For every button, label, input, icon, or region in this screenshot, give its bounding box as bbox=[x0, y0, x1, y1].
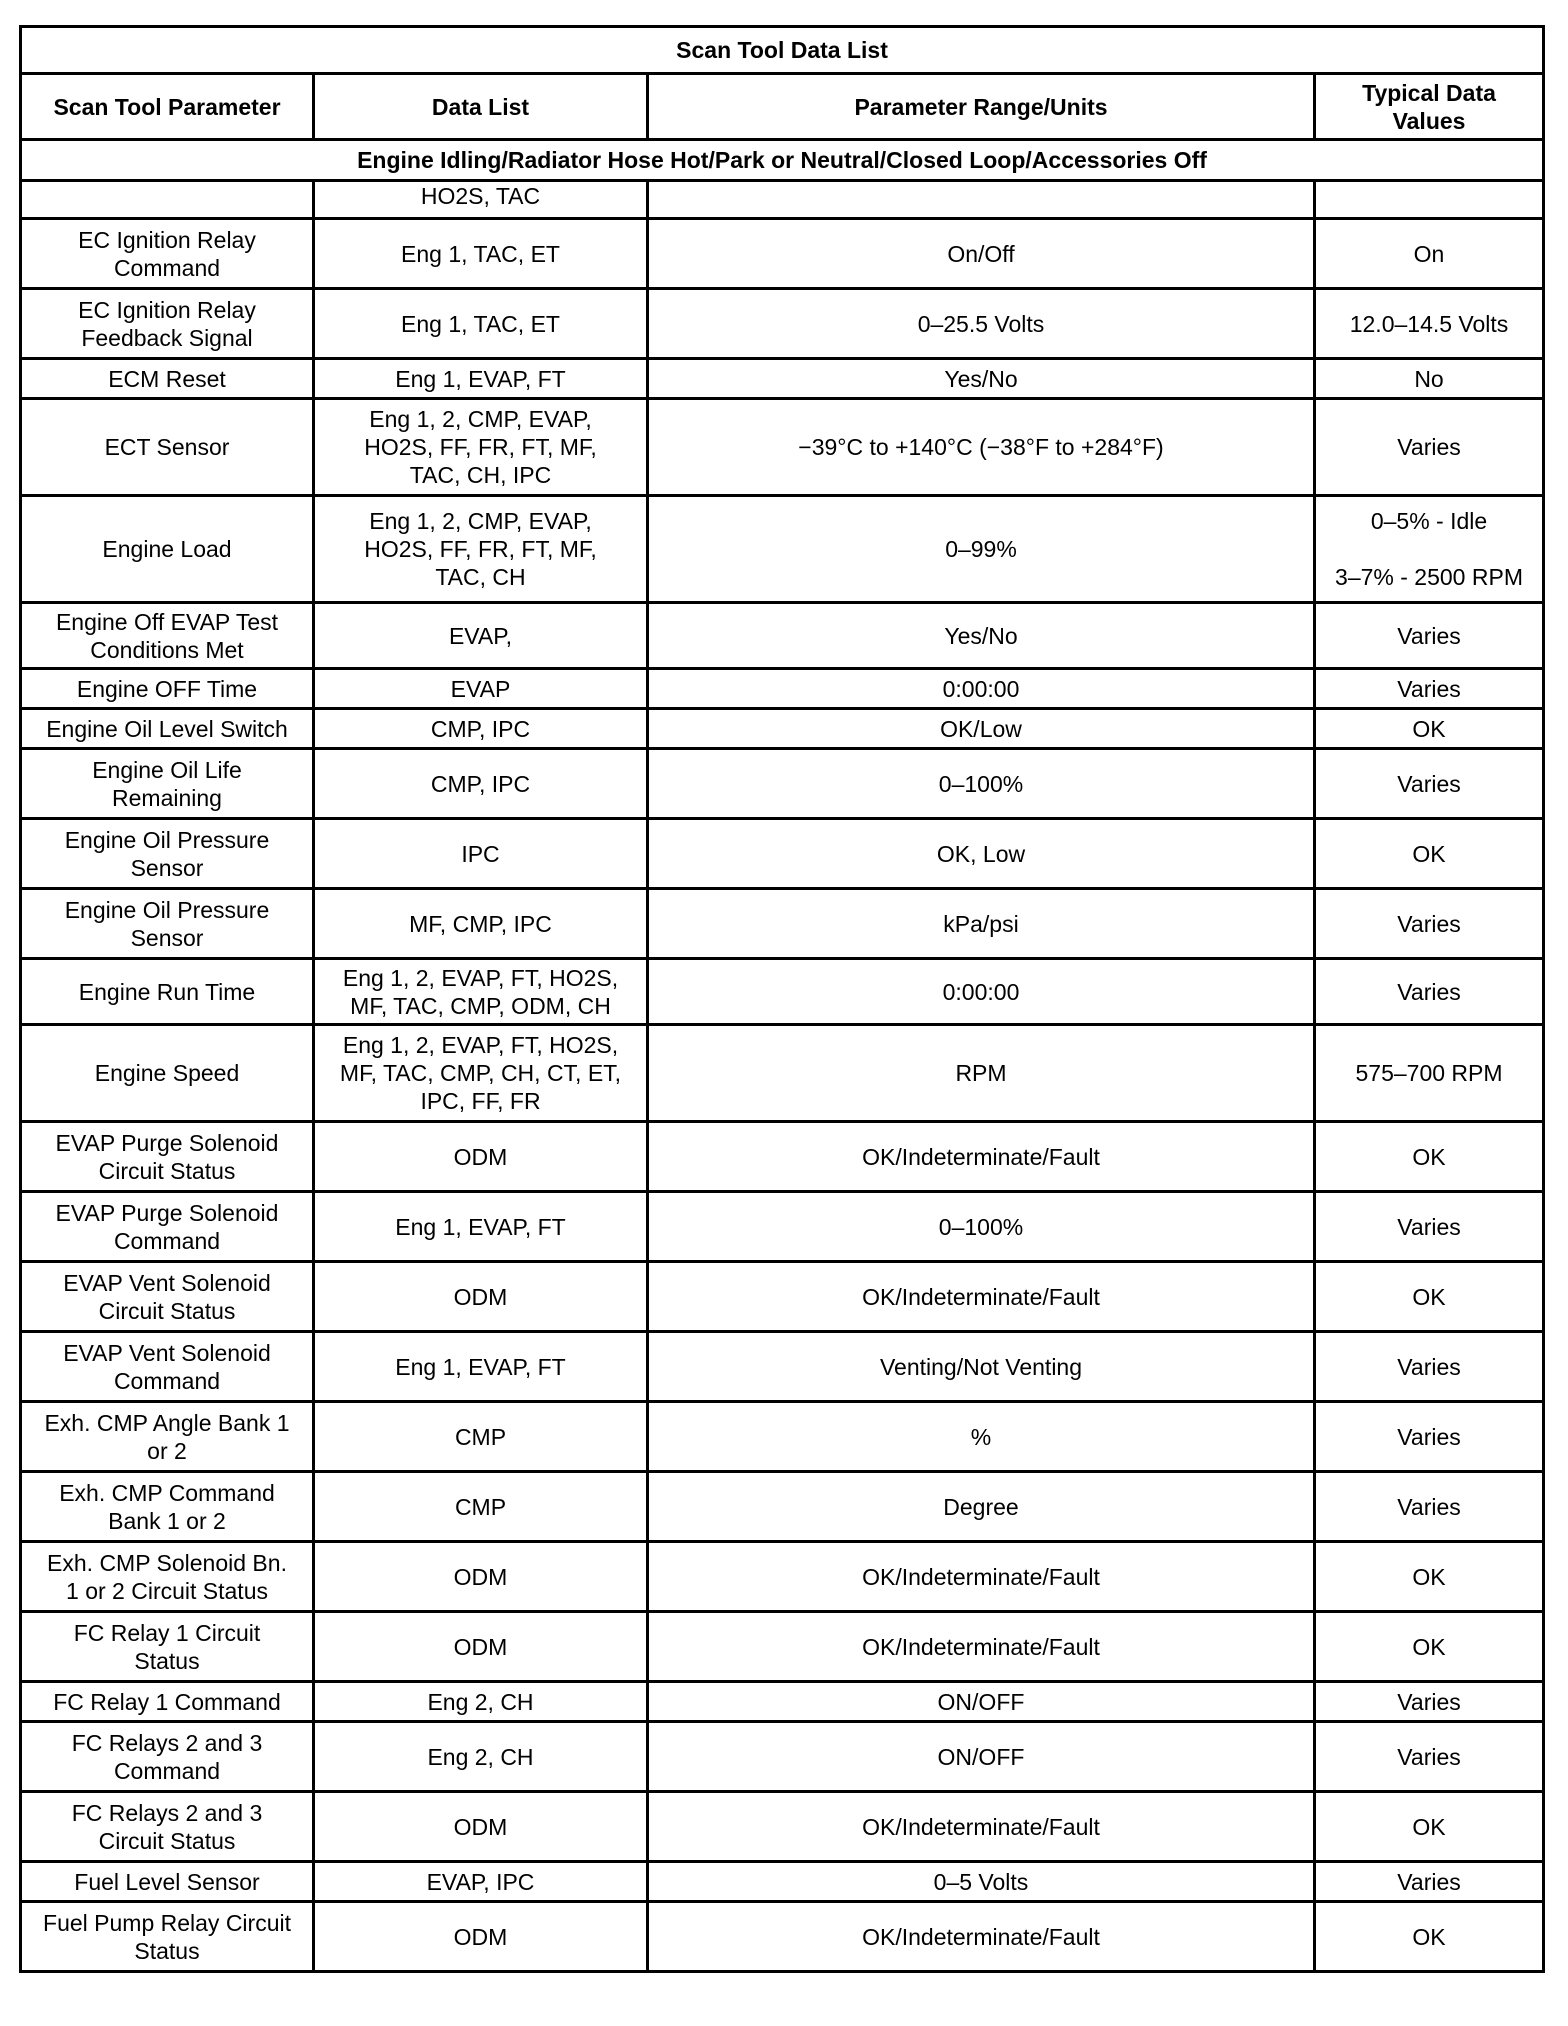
table-row bbox=[21, 709, 1544, 749]
cell-typical-value: Varies bbox=[1315, 1722, 1544, 1792]
cell-data-list: HO2S, TAC bbox=[314, 181, 648, 219]
cell-typical-value: Varies bbox=[1315, 1682, 1544, 1722]
cell-scan-tool-parameter: FC Relay 1 Command bbox=[21, 1682, 314, 1722]
cell-data-list: Eng 1, EVAP, FT bbox=[314, 1332, 648, 1402]
cell-data-list: IPC bbox=[314, 819, 648, 889]
cell-typical-value: Varies bbox=[1315, 1402, 1544, 1472]
table-row bbox=[21, 1612, 1544, 1682]
cell-parameter-range: % bbox=[648, 1402, 1315, 1472]
table-row bbox=[21, 669, 1544, 709]
cell-data-list: Eng 1, EVAP, FT bbox=[314, 1192, 648, 1262]
table-row bbox=[21, 399, 1544, 496]
cell-parameter-range: 0–100% bbox=[648, 1192, 1315, 1262]
cell-scan-tool-parameter: Engine Speed bbox=[21, 1025, 314, 1122]
title-row bbox=[21, 27, 1544, 74]
cell-data-list: Eng 2, CH bbox=[314, 1722, 648, 1792]
cell-data-list: ODM bbox=[314, 1542, 648, 1612]
table-row bbox=[21, 1792, 1544, 1862]
table-row bbox=[21, 289, 1544, 359]
table-row bbox=[21, 1262, 1544, 1332]
cell-typical-value: Varies bbox=[1315, 669, 1544, 709]
header-row bbox=[21, 74, 1544, 140]
cell-parameter-range: OK/Low bbox=[648, 709, 1315, 749]
table-row bbox=[21, 1862, 1544, 1902]
section-conditions: Engine Idling/Radiator Hose Hot/Park or Neutral/Closed Loop/Accessories Off bbox=[21, 140, 1544, 181]
cell-typical-value: Varies bbox=[1315, 1472, 1544, 1542]
cell-scan-tool-parameter: Fuel Pump Relay Circuit Status bbox=[21, 1902, 314, 1972]
cell-data-list: Eng 1, 2, CMP, EVAP, HO2S, FF, FR, FT, MF, TAC, CH bbox=[314, 496, 648, 603]
table-row bbox=[21, 1722, 1544, 1792]
cell-typical-value: Varies bbox=[1315, 399, 1544, 496]
cell-typical-value: On bbox=[1315, 219, 1544, 289]
cell-scan-tool-parameter: FC Relays 2 and 3 Circuit Status bbox=[21, 1792, 314, 1862]
cell-typical-value: 575–700 RPM bbox=[1315, 1025, 1544, 1122]
cell-parameter-range: RPM bbox=[648, 1025, 1315, 1122]
typical-value-line: 3–7% - 2500 RPM bbox=[1335, 564, 1523, 590]
header-typical-data-values bbox=[1315, 74, 1544, 140]
cell-parameter-range: OK/Indeterminate/Fault bbox=[648, 1122, 1315, 1192]
typical-value-line: 0–5% - Idle bbox=[1370, 508, 1488, 534]
section-row bbox=[21, 140, 1544, 181]
cell-data-list: Eng 1, 2, CMP, EVAP, HO2S, FF, FR, FT, MF, TAC, CH, IPC bbox=[314, 399, 648, 496]
cell-scan-tool-parameter: EC Ignition Relay Feedback Signal bbox=[21, 289, 314, 359]
cell-typical-value: Varies bbox=[1315, 1332, 1544, 1402]
table-row bbox=[21, 889, 1544, 959]
cell-data-list: ODM bbox=[314, 1262, 648, 1332]
cell-parameter-range: Degree bbox=[648, 1472, 1315, 1542]
cell-data-list: MF, CMP, IPC bbox=[314, 889, 648, 959]
cell-parameter-range bbox=[648, 181, 1315, 219]
table-row bbox=[21, 819, 1544, 889]
table-row bbox=[21, 1402, 1544, 1472]
cell-parameter-range: ON/OFF bbox=[648, 1682, 1315, 1722]
table-row bbox=[21, 496, 1544, 603]
cell-scan-tool-parameter: Exh. CMP Command Bank 1 or 2 bbox=[21, 1472, 314, 1542]
cell-data-list: ODM bbox=[314, 1902, 648, 1972]
cell-typical-value: OK bbox=[1315, 709, 1544, 749]
cell-scan-tool-parameter: Engine Oil Life Remaining bbox=[21, 749, 314, 819]
table-row bbox=[21, 1025, 1544, 1122]
cell-parameter-range: OK, Low bbox=[648, 819, 1315, 889]
table-title: Scan Tool Data List bbox=[21, 27, 1544, 74]
cell-data-list: ODM bbox=[314, 1792, 648, 1862]
cell-scan-tool-parameter: Engine Load bbox=[21, 496, 314, 603]
cell-scan-tool-parameter: Engine Oil Pressure Sensor bbox=[21, 819, 314, 889]
cell-data-list: EVAP, bbox=[314, 603, 648, 669]
header-typical-line-2: Values bbox=[1392, 107, 1466, 134]
cell-data-list: ODM bbox=[314, 1612, 648, 1682]
cell-data-list: Eng 1, TAC, ET bbox=[314, 289, 648, 359]
cell-data-list: Eng 1, TAC, ET bbox=[314, 219, 648, 289]
cell-typical-value: Varies bbox=[1315, 603, 1544, 669]
cell-scan-tool-parameter: EVAP Vent Solenoid Command bbox=[21, 1332, 314, 1402]
cell-typical-value: 12.0–14.5 Volts bbox=[1315, 289, 1544, 359]
cell-parameter-range: 0–5 Volts bbox=[648, 1862, 1315, 1902]
cell-data-list: EVAP, IPC bbox=[314, 1862, 648, 1902]
cell-data-list: Eng 1, 2, EVAP, FT, HO2S, MF, TAC, CMP, ODM, CH bbox=[314, 959, 648, 1025]
header-typical-line-1: Typical Data bbox=[1362, 79, 1496, 106]
table-row bbox=[21, 1332, 1544, 1402]
header-parameter-range-units: Parameter Range/Units bbox=[648, 74, 1315, 140]
cell-parameter-range: 0:00:00 bbox=[648, 669, 1315, 709]
table-row bbox=[21, 959, 1544, 1025]
cell-scan-tool-parameter: Engine Run Time bbox=[21, 959, 314, 1025]
cell-scan-tool-parameter: EVAP Purge Solenoid Circuit Status bbox=[21, 1122, 314, 1192]
cell-typical-value: Varies bbox=[1315, 749, 1544, 819]
cell-data-list: CMP bbox=[314, 1402, 648, 1472]
cell-typical-value bbox=[1315, 181, 1544, 219]
cell-scan-tool-parameter: EVAP Vent Solenoid Circuit Status bbox=[21, 1262, 314, 1332]
cell-scan-tool-parameter: Exh. CMP Solenoid Bn. 1 or 2 Circuit Status bbox=[21, 1542, 314, 1612]
cell-scan-tool-parameter: Engine Oil Level Switch bbox=[21, 709, 314, 749]
cell-parameter-range: 0–100% bbox=[648, 749, 1315, 819]
table-row bbox=[21, 603, 1544, 669]
cell-parameter-range: kPa/psi bbox=[648, 889, 1315, 959]
header-scan-tool-parameter: Scan Tool Parameter bbox=[21, 74, 314, 140]
cell-typical-value: Varies bbox=[1315, 1862, 1544, 1902]
cell-typical-value: No bbox=[1315, 359, 1544, 399]
cell-typical-value: OK bbox=[1315, 1902, 1544, 1972]
cell-parameter-range: 0–25.5 Volts bbox=[648, 289, 1315, 359]
table-row bbox=[21, 1902, 1544, 1972]
header-data-list: Data List bbox=[314, 74, 648, 140]
table-row bbox=[21, 359, 1544, 399]
table-row bbox=[21, 219, 1544, 289]
cell-typical-value: Varies bbox=[1315, 959, 1544, 1025]
cell-typical-value bbox=[1315, 496, 1544, 603]
cell-data-list: Eng 2, CH bbox=[314, 1682, 648, 1722]
cell-scan-tool-parameter: FC Relay 1 Circuit Status bbox=[21, 1612, 314, 1682]
cell-data-list: CMP, IPC bbox=[314, 709, 648, 749]
table-row bbox=[21, 1122, 1544, 1192]
cell-scan-tool-parameter: Engine Oil Pressure Sensor bbox=[21, 889, 314, 959]
cell-typical-value: OK bbox=[1315, 1262, 1544, 1332]
cell-data-list: CMP bbox=[314, 1472, 648, 1542]
cell-scan-tool-parameter: EVAP Purge Solenoid Command bbox=[21, 1192, 314, 1262]
cell-scan-tool-parameter: Engine Off EVAP Test Conditions Met bbox=[21, 603, 314, 669]
cell-parameter-range: Venting/Not Venting bbox=[648, 1332, 1315, 1402]
typical-value-spacer bbox=[1320, 535, 1538, 563]
cell-scan-tool-parameter: Fuel Level Sensor bbox=[21, 1862, 314, 1902]
table-row bbox=[21, 1542, 1544, 1612]
cell-parameter-range: ON/OFF bbox=[648, 1722, 1315, 1792]
cell-scan-tool-parameter: ECM Reset bbox=[21, 359, 314, 399]
cell-scan-tool-parameter: Engine OFF Time bbox=[21, 669, 314, 709]
table-row bbox=[21, 749, 1544, 819]
cell-parameter-range: OK/Indeterminate/Fault bbox=[648, 1262, 1315, 1332]
cell-typical-value: OK bbox=[1315, 1542, 1544, 1612]
cell-parameter-range: On/Off bbox=[648, 219, 1315, 289]
cell-scan-tool-parameter: EC Ignition Relay Command bbox=[21, 219, 314, 289]
cell-parameter-range: 0–99% bbox=[648, 496, 1315, 603]
cell-typical-value: OK bbox=[1315, 1792, 1544, 1862]
table-row bbox=[21, 1682, 1544, 1722]
cell-data-list: Eng 1, EVAP, FT bbox=[314, 359, 648, 399]
cell-parameter-range: OK/Indeterminate/Fault bbox=[648, 1542, 1315, 1612]
cell-data-list: EVAP bbox=[314, 669, 648, 709]
table-row bbox=[21, 1192, 1544, 1262]
cell-scan-tool-parameter: ECT Sensor bbox=[21, 399, 314, 496]
cell-data-list: Eng 1, 2, EVAP, FT, HO2S, MF, TAC, CMP, CH, CT, ET, IPC, FF, FR bbox=[314, 1025, 648, 1122]
cell-typical-value: Varies bbox=[1315, 889, 1544, 959]
table-row bbox=[21, 1472, 1544, 1542]
cell-data-list: CMP, IPC bbox=[314, 749, 648, 819]
cell-typical-value: OK bbox=[1315, 1122, 1544, 1192]
cell-parameter-range: OK/Indeterminate/Fault bbox=[648, 1612, 1315, 1682]
cell-scan-tool-parameter bbox=[21, 181, 314, 219]
cell-typical-value: OK bbox=[1315, 819, 1544, 889]
cell-typical-value: Varies bbox=[1315, 1192, 1544, 1262]
cell-parameter-range: −39°C to +140°C (−38°F to +284°F) bbox=[648, 399, 1315, 496]
cell-parameter-range: Yes/No bbox=[648, 603, 1315, 669]
cell-scan-tool-parameter: Exh. CMP Angle Bank 1 or 2 bbox=[21, 1402, 314, 1472]
cell-parameter-range: Yes/No bbox=[648, 359, 1315, 399]
cell-parameter-range: OK/Indeterminate/Fault bbox=[648, 1792, 1315, 1862]
cell-typical-value: OK bbox=[1315, 1612, 1544, 1682]
cell-scan-tool-parameter: FC Relays 2 and 3 Command bbox=[21, 1722, 314, 1792]
cell-parameter-range: OK/Indeterminate/Fault bbox=[648, 1902, 1315, 1972]
cell-data-list: ODM bbox=[314, 1122, 648, 1192]
table-row bbox=[21, 181, 1544, 219]
cell-parameter-range: 0:00:00 bbox=[648, 959, 1315, 1025]
scan-tool-data-table bbox=[19, 25, 1545, 1973]
